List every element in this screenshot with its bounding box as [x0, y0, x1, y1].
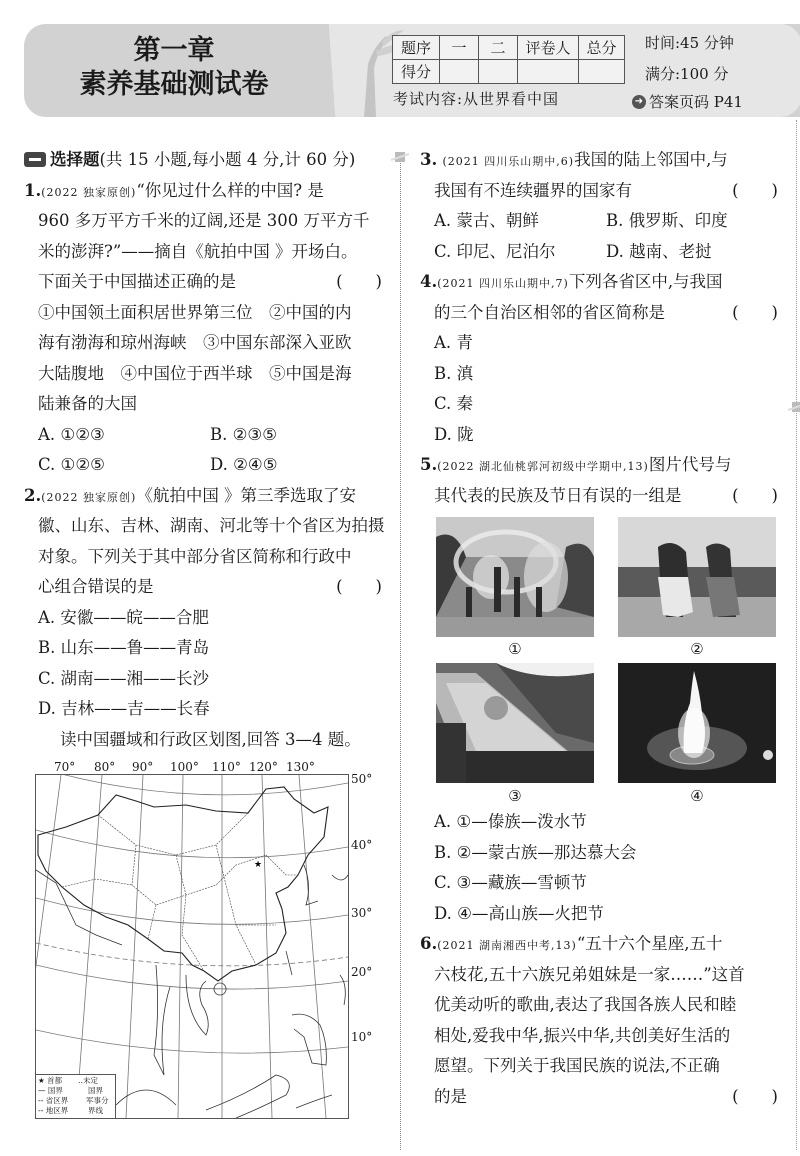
question-line: [24, 481, 382, 512]
page-title: [24, 34, 324, 102]
chapter-title: 第一章: [133, 35, 215, 66]
question-text: 下列各省区中,与我国: [568, 272, 723, 291]
score-header-cell: 二: [479, 36, 518, 60]
question-4: [420, 267, 778, 450]
score-cell[interactable]: [479, 60, 518, 84]
latitude-label: 20°: [351, 965, 373, 979]
score-header-cell: 评卷人: [518, 36, 579, 60]
question-line: [420, 267, 778, 298]
question-text: 《航拍中国 》第三季选取了安: [136, 485, 357, 505]
score-header-cell: 总分: [579, 36, 625, 60]
legend-undetermined: ‥未定: [78, 1076, 99, 1085]
longitude-label: 80°: [94, 760, 116, 774]
latitude-label: 40°: [351, 838, 373, 852]
capital-star-icon: ★: [254, 860, 263, 870]
option-a[interactable]: A. ①—傣族—泼水节: [434, 812, 587, 831]
photo-label: ④: [690, 787, 704, 805]
question-text: “你见过什么样的中国? 是: [136, 180, 324, 200]
photo-thangka: [436, 663, 594, 783]
option-b[interactable]: B. ②—蒙古族—那达慕大会: [434, 842, 637, 862]
question-number: 4.: [420, 272, 438, 291]
graticule: [36, 775, 348, 1118]
option-b[interactable]: B. 山东——鲁——青岛: [38, 638, 210, 657]
option-c[interactable]: C. 印尼、尼泊尔: [434, 241, 556, 261]
leaf-decoration-icon: [786, 400, 800, 414]
full-score: 满分:100 分: [645, 65, 729, 83]
section-note: (共 15 小题,每小题 4 分,计 60 分): [99, 150, 356, 169]
thangka-image-icon: [436, 663, 594, 783]
option-b[interactable]: B. 滇: [434, 363, 474, 383]
option-b[interactable]: B. 俄罗斯、印度: [606, 211, 728, 230]
photo-bonfire: [618, 663, 776, 783]
question-line: [420, 145, 778, 176]
longitude-label: 90°: [132, 760, 154, 774]
question-line: [420, 450, 778, 481]
question-6: [420, 929, 778, 1112]
question-number: 6.: [420, 934, 438, 953]
score-header-cell: 题序: [393, 36, 440, 60]
china-territory-map: [24, 760, 384, 1130]
longitude-label: 110°: [212, 760, 241, 774]
question-line: 大陆腹地 ④中国位于西半球 ⑤中国是海: [38, 363, 352, 383]
option-b[interactable]: B. ②③⑤: [210, 424, 277, 444]
option-a[interactable]: A. 蒙古、朝鲜: [434, 211, 539, 230]
legend-province-border: -- 省区界: [38, 1096, 69, 1105]
legend-military-line-2: 界线: [88, 1106, 103, 1115]
legend-national-border: — 国界: [38, 1086, 63, 1095]
answer-blank[interactable]: ( ): [732, 302, 778, 322]
option-a[interactable]: A. ①②③: [38, 424, 105, 444]
test-title: 素养基础测试卷: [79, 69, 269, 100]
legend-text: 首都: [47, 1076, 63, 1085]
question-line: ①中国领土面积居世界第三位 ②中国的内: [38, 302, 352, 322]
option-d[interactable]: D. 吉林——吉——长春: [38, 699, 210, 718]
map-frame: [35, 774, 349, 1119]
photo-wrestling: [618, 517, 776, 637]
answer-blank[interactable]: ( ): [336, 577, 382, 596]
question-line: 相处,爱我中华,振兴中华,共创美好生活的: [434, 1025, 731, 1045]
option-row: [24, 420, 382, 451]
exam-content: 考试内容:从世界看中国: [393, 90, 560, 108]
option-a[interactable]: A. 青: [434, 333, 473, 352]
question-line: 海有渤海和琼州海峡 ③中国东部深入亚欧: [38, 333, 352, 352]
answer-blank[interactable]: ( ): [336, 272, 382, 291]
photo-label: ③: [508, 787, 522, 805]
legend-undetermined-border: 国界: [88, 1086, 103, 1095]
question-number: 2.: [24, 485, 42, 505]
score-header-cell: 一: [440, 36, 479, 60]
question-line: [24, 176, 382, 207]
score-cell[interactable]: [518, 60, 579, 84]
arrow-right-icon: ➜: [632, 95, 646, 109]
photo-label: ①: [508, 640, 522, 658]
option-d[interactable]: D. 陇: [434, 424, 474, 444]
option-d[interactable]: D. 越南、老挝: [606, 241, 712, 261]
question-text: 其代表的民族及节日有误的一组是: [434, 485, 682, 505]
longitude-label: 70°: [54, 760, 76, 774]
photo-label: ②: [690, 640, 704, 658]
page-edge-divider: [796, 120, 797, 1150]
question-line: 六枝花,五十六族兄弟姐妹是一家……”这首: [434, 964, 745, 984]
question-line: [420, 298, 778, 329]
leaf-decoration-icon: [389, 150, 411, 164]
question-line: 陆兼备的大国: [38, 394, 137, 413]
answer-page-link[interactable]: [632, 91, 743, 112]
legend-capital: ★ 首都: [38, 1076, 63, 1085]
question-line: [420, 1082, 778, 1113]
option-c[interactable]: C. ①②⑤: [38, 455, 105, 474]
option-d[interactable]: D. ④—高山族—火把节: [434, 903, 604, 923]
question-text: 心组合错误的是: [38, 577, 154, 596]
score-row-label: 得分: [393, 60, 440, 84]
score-table-score-row: [393, 60, 625, 84]
wrestling-image-icon: [618, 517, 776, 637]
question-line: 对象。下列关于其中部分省区简称和行政中: [38, 546, 352, 566]
question-source: (2022 独家原创): [41, 185, 137, 199]
china-border: [38, 787, 328, 981]
map-legend: [36, 1074, 116, 1118]
legend-text: 地区界: [45, 1106, 69, 1115]
photo-water-splashing: [436, 517, 594, 637]
score-table: [392, 35, 625, 84]
question-text: “五十六个星座,五十: [576, 934, 723, 953]
legend-text: 国界: [47, 1086, 63, 1095]
question-text: 图片代号与: [648, 455, 732, 474]
question-text: 我国的陆上邻国中,与: [574, 150, 728, 169]
question-number: 5.: [420, 455, 438, 474]
latitude-label: 50°: [351, 772, 373, 786]
question-line: [420, 176, 778, 207]
question-source: (2021 四川乐山期中,7): [437, 277, 569, 290]
option-c[interactable]: C. 湖南——湘——长沙: [38, 668, 210, 688]
legend-text: 省区界: [45, 1096, 69, 1105]
question-text: 的是: [434, 1086, 467, 1106]
option-row: [420, 237, 778, 268]
legend-region-border: -- 地区界: [38, 1106, 69, 1115]
longitude-label: 130°: [286, 760, 315, 774]
question-line: [420, 481, 778, 512]
question-source: (2022 独家原创): [41, 490, 137, 504]
question-line: 愿望。下列关于我国民族的说法,不正确: [434, 1056, 720, 1075]
option-d[interactable]: D. ②④⑤: [210, 455, 278, 474]
water-festival-image-icon: [436, 517, 594, 637]
question-source: (2021 四川乐山期中,6): [442, 155, 575, 168]
option-c[interactable]: C. ③—藏族—雪顿节: [434, 873, 587, 892]
left-column: [24, 145, 385, 755]
score-cell[interactable]: [579, 60, 625, 84]
column-divider: [400, 160, 401, 1150]
score-cell[interactable]: [440, 60, 479, 84]
question-number: 3.: [420, 150, 438, 169]
question-line: 米的澎湃?”——摘自《航拍中国 》开场白。: [38, 241, 358, 261]
section-label: 选择题: [50, 150, 100, 169]
question-text: 的三个自治区相邻的省区简称是: [434, 302, 665, 322]
question-line: 徽、山东、吉林、湖南、河北等十个省区为拍摄: [38, 516, 385, 535]
question-text: 下面关于中国描述正确的是: [38, 272, 236, 291]
question-line: [24, 572, 382, 603]
option-a[interactable]: A. 安徽——皖——合肥: [38, 607, 209, 627]
question-source: (2022 湖北仙桃郭河初级中学期中,13): [437, 460, 649, 473]
question-line: [420, 929, 778, 960]
exam-time: 时间:45 分钟: [645, 34, 734, 52]
option-row: [420, 206, 778, 237]
score-table-header-row: [393, 36, 625, 60]
latitude-label: 30°: [351, 906, 373, 920]
map-intro-text: 读中国疆域和行政区划图,回答 3—4 题。: [60, 729, 361, 749]
festival-photos: [436, 515, 776, 805]
answer-blank[interactable]: ( ): [732, 485, 778, 505]
question-3: [420, 145, 778, 267]
question-2: [24, 481, 385, 725]
latitude-label: 10°: [351, 1030, 373, 1044]
option-c[interactable]: C. 秦: [434, 394, 474, 413]
answer-blank[interactable]: ( ): [732, 1086, 778, 1106]
section-heading: [24, 145, 382, 176]
legend-text: 未定: [83, 1076, 99, 1085]
question-line: 优美动听的歌曲,表达了我国各族人民和睦: [434, 995, 737, 1014]
map-drawing: [36, 775, 348, 1118]
section-number-badge: [24, 152, 46, 167]
option-row: [24, 450, 382, 481]
question-line: [24, 267, 382, 298]
answer-blank[interactable]: ( ): [732, 180, 778, 200]
question-number: 1.: [24, 180, 42, 200]
question-text: 我国有不连续疆界的国家有: [434, 180, 632, 200]
bonfire-image-icon: [618, 663, 776, 783]
question-source: (2021 湖南湘西中考,13): [437, 939, 577, 952]
answer-page-text: 答案页码 P41: [649, 93, 743, 111]
longitude-label: 120°: [249, 760, 278, 774]
question-1: [24, 176, 382, 481]
legend-military-line: 军事分: [86, 1096, 109, 1105]
longitude-label: 100°: [170, 760, 199, 774]
question-line: 960 多万平方千米的辽阔,还是 300 万平方千: [38, 211, 370, 230]
